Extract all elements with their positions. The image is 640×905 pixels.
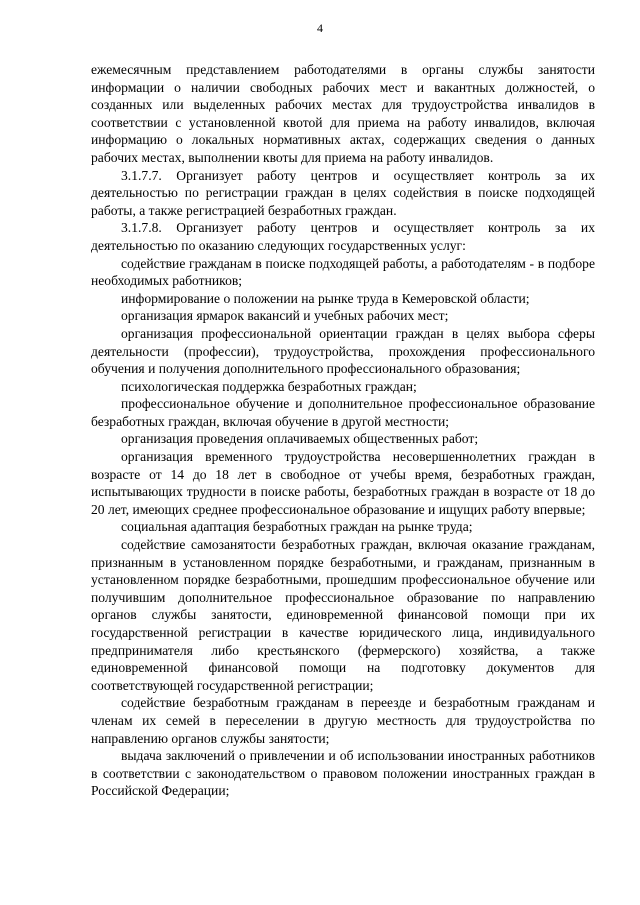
list-item-public-works: организация проведения оплачиваемых общественных работ; — [121, 431, 479, 447]
list-item-psychological-support: психологическая поддержка безработных граждан; — [121, 378, 417, 394]
paragraph-3-1-7-8: 3.1.7.8. Организует работу центров и осуществляет контроль за их деятельностью по оказанию следующих государственных услуг: — [91, 220, 595, 253]
list-item-job-search: содействие гражданам в поиске подходящей работы, а работодателям - в подборе необходимых работников; — [91, 255, 595, 289]
list-item-relocation: содействие безработным гражданам в переезде и безработным гражданам и членам их семей в переселении в другую местность для трудоустройства по направлению органов службы занятости; — [91, 695, 595, 746]
list-item-professional-training: профессиональное обучение и дополнительное профессиональное образование безработных граждан, включая обучение в другой местности; — [91, 396, 595, 429]
list-item-temporary-employment: организация временного трудоустройства несовершеннолетних граждан в возрасте от 14 до 18 лет в свободное от учебы время, безработных граждан, испытывающих трудности в поиске работы, безработных граждан в возрасте от 18 до 20 лет, имеющих среднее профессиональное образование и ищущих работу впервые; — [91, 449, 595, 517]
list-item-career-guidance: организация профессиональной ориентации граждан в целях выбора сферы деятельности (профессии), трудоустройства, прохождения профессионального обучения и получения дополнительного профессионального образования; — [91, 325, 595, 377]
paragraph-continued-inform: ежемесячным представлением работодателями в органы службы занятости информации о наличии свободных рабочих мест и вакантных должностей, о созданных или выделенных рабочих местах для трудоустройства инвалидов в соответствии с установленной квотой для приема на работу инвалидов, включая информацию о локальных нормативных актах, содержащих сведения о данных рабочих местах, выполнении квоты для приема на работу инвалидов. — [91, 62, 595, 165]
list-item-job-fairs: организация ярмарок вакансий и учебных рабочих мест; — [121, 308, 449, 324]
list-item-labor-market-info: информирование о положении на рынке труда в Кемеровской области; — [121, 290, 530, 306]
page-number: 4 — [317, 21, 323, 35]
document-body — [91, 61, 595, 800]
list-item-self-employment: содействие самозанятости безработных граждан, включая оказание гражданам, признанным в установленном порядке безработными, и гражданам, признанным в установленном порядке безработными, прошедшим профессиональное обучение или получившим дополнительное профессиональное образование по направлению органов службы занятости, единовременной финансовой помощи при их государственной регистрации в качестве юридического лица, индивидуального предпринимателя либо крестьянского (фермерского) хозяйства, а также единовременной финансовой помощи на подготовку документов для соответствующей государственной регистрации; — [91, 537, 595, 693]
paragraph-3-1-7-7: 3.1.7.7. Организует работу центров и осуществляет контроль за их деятельностью по регистрации граждан в целях содействия в поиске подходящей работы, а также регистрацией безработных граждан. — [91, 167, 595, 218]
list-item-social-adaptation: социальная адаптация безработных граждан на рынке труда; — [121, 519, 473, 535]
list-item-foreign-workers: выдача заключений о привлечении и об использовании иностранных работников в соответствии с законодательством о правовом положении иностранных граждан в Российской Федерации; — [91, 748, 595, 799]
